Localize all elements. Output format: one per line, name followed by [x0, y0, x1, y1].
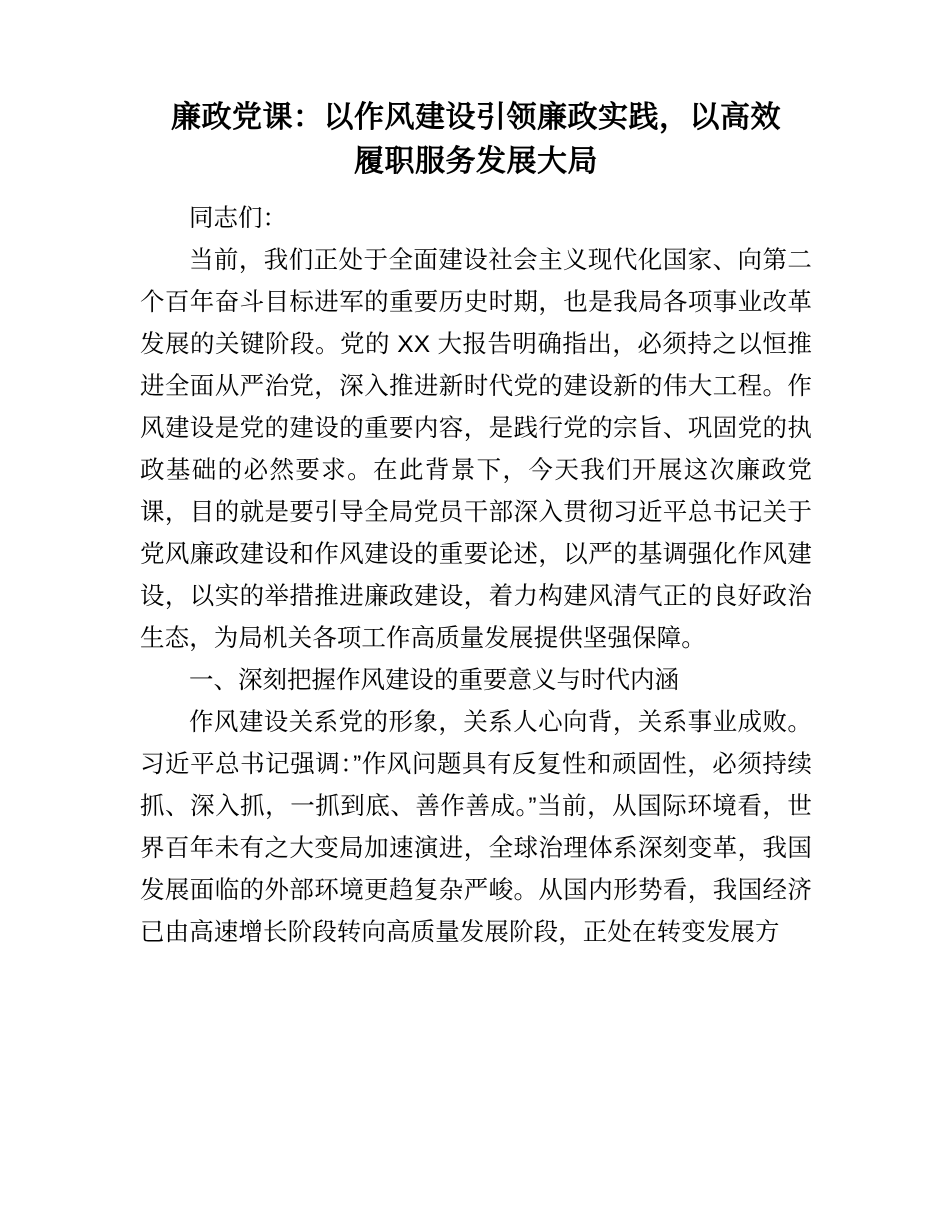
salutation-line: 同志们：: [189, 205, 287, 232]
section-heading-1: 一、深刻把握作风建设的重要意义与时代内涵: [189, 667, 679, 694]
page-content-area: [140, 96, 812, 954]
page-title: [140, 96, 812, 184]
body-paragraph-1: 当前，我们正处于全面建设社会主义现代化国家、向第二个百年奋斗目标进军的重要历史时期，也是我局各项事业改革发展的关键阶段。党的 XX 大报告明确指出，必须持之以恒推进全面从严治党，深入推进新时代党的建设新的伟大工程。作风建设是党的建设的重要内容，是践行党的宗旨、巩固党的执政基础的必然要求。在此背景下，今天我们开展这次廉政党课，目的就是要引导全局党员干部深入贯彻习近平总书记关于党风廉政建设和作风建设的重要论述，以严的基调强化作风建设，以实的举措推进廉政建设，着力构建风清气正的良好政治生态，为局机关各项工作高质量发展提供坚强保障。: [140, 247, 812, 652]
page-title-line-1: 廉政党课：以作风建设引领廉政实践，以高效: [171, 101, 781, 134]
page-title-line-2: 履职服务发展大局: [354, 145, 598, 178]
section-1-paragraph-1: 作风建设关系党的形象，关系人心向背，关系事业成败。习近平总书记强调：”作风问题具有反复性和顽固性，必须持续抓、深入抓，一抓到底、善作善成。”当前，从国际环境看，世界百年未有之大变局加速演进，全球治理体系深刻变革，我国发展面临的外部环境更趋复杂严峻。从国内形势看，我国经济已由高速增长阶段转向高质量发展阶段，正处在转变发展方: [140, 709, 812, 946]
